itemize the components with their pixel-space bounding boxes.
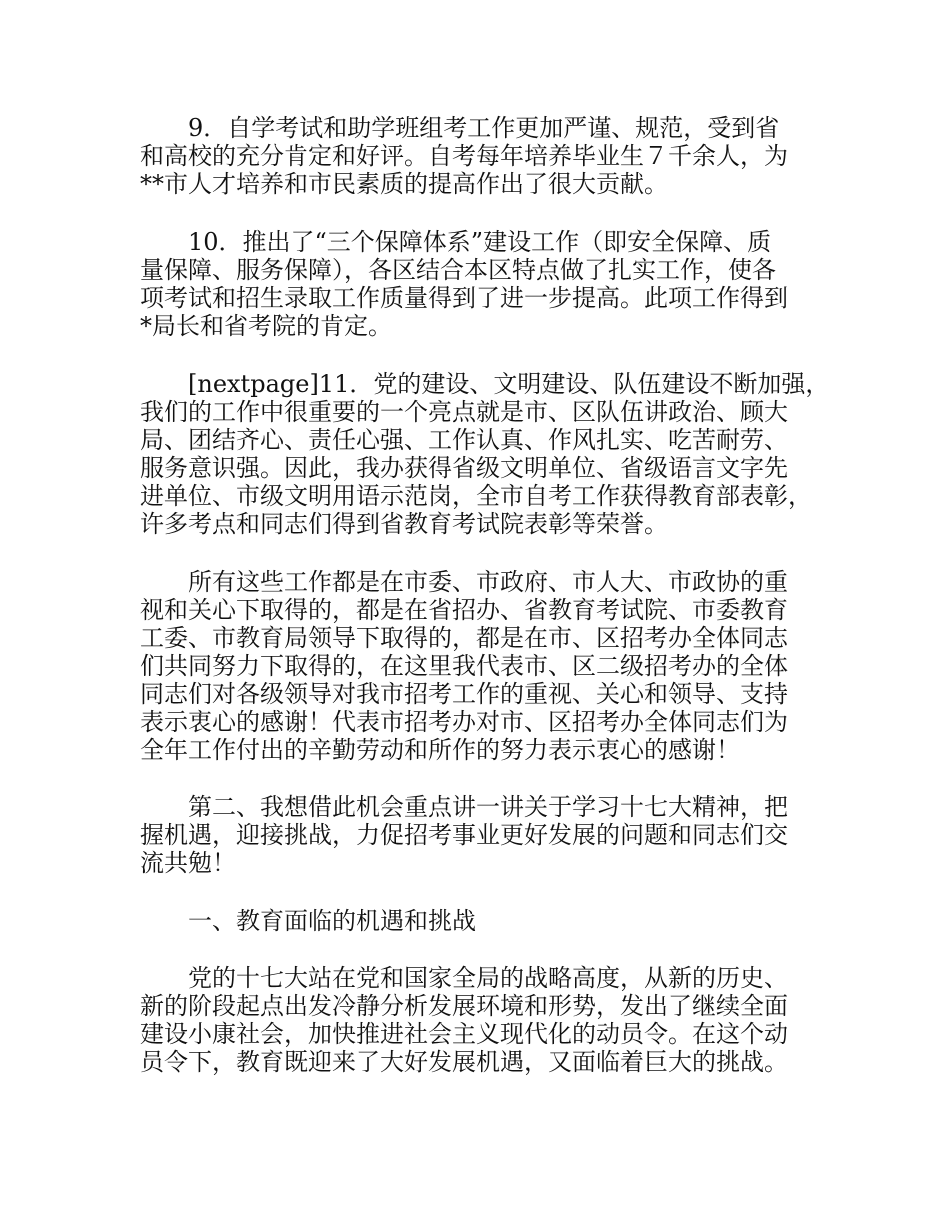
- text-line: 第二、我想借此机会重点讲一讲关于学习十七大精神，把: [188, 793, 788, 821]
- text-line: 新的阶段起点出发冷静分析发展环境和形势，发出了继续全面: [140, 992, 788, 1020]
- text-line: 流共勉！: [140, 849, 236, 877]
- text-line: 量保障、服务保障），各区结合本区特点做了扎实工作，使各: [140, 256, 776, 284]
- paragraph-second-topic: [140, 793, 820, 877]
- text-line: 表示衷心的感谢！代表市招考办对市、区招考办全体同志们为: [140, 708, 788, 736]
- text-line: 一、教育面临的机遇和挑战: [188, 907, 476, 935]
- text-line: 9．自学考试和助学班组考工作更加严谨、规范，受到省: [188, 114, 780, 142]
- text-line: 进单位、市级文明用语示范岗，全市自考工作获得教育部表彰，: [140, 482, 812, 510]
- paragraph-item-9: [140, 114, 820, 198]
- paragraph-item-11: [140, 370, 830, 538]
- text-line: 服务意识强。因此，我办获得省级文明单位、省级语言文字先: [140, 454, 788, 482]
- paragraph-item-10: [140, 228, 820, 340]
- text-line: 建设小康社会，加快推进社会主义现代化的动员令。在这个动: [140, 1020, 788, 1048]
- text-line: 握机遇，迎接挑战，力促招考事业更好发展的问题和同志们交: [140, 821, 788, 849]
- paragraph-opportunities: [140, 964, 820, 1076]
- text-line: 党的十七大站在党和国家全局的战略高度，从新的历史、: [188, 964, 788, 992]
- text-line: 10．推出了“三个保障体系”建设工作（即安全保障、质: [188, 228, 772, 256]
- text-line: 所有这些工作都是在市委、市政府、市人大、市政协的重: [188, 568, 788, 596]
- text-line: 员令下，教育既迎来了大好发展机遇，又面临着巨大的挑战。: [140, 1048, 788, 1076]
- text-line: 们共同努力下取得的，在这里我代表市、区二级招考办的全体: [140, 652, 788, 680]
- text-line: 我们的工作中很重要的一个亮点就是市、区队伍讲政治、顾大: [140, 398, 788, 426]
- text-line: 同志们对各级领导对我市招考工作的重视、关心和领导、支持: [140, 680, 788, 708]
- text-line: 视和关心下取得的，都是在省招办、省教育考试院、市委教育: [140, 596, 788, 624]
- text-line: 和高校的充分肯定和好评。自考每年培养毕业生７千余人，为: [140, 142, 788, 170]
- text-line: 局、团结齐心、责任心强、工作认真、作风扎实、吃苦耐劳、: [140, 426, 788, 454]
- section-heading: [140, 907, 820, 935]
- text-line: 工委、市教育局领导下取得的，都是在市、区招考办全体同志: [140, 624, 788, 652]
- paragraph-acknowledgement: [140, 568, 820, 764]
- text-line: [nextpage]11．党的建设、文明建设、队伍建设不断加强，: [188, 370, 830, 398]
- text-line: **市人才培养和市民素质的提高作出了很大贡献。: [140, 170, 668, 198]
- text-line: *局长和省考院的肯定。: [140, 312, 392, 340]
- text-line: 许多考点和同志们得到省教育考试院表彰等荣誉。: [140, 510, 668, 538]
- text-line: 全年工作付出的辛勤劳动和所作的努力表示衷心的感谢！: [140, 736, 740, 764]
- text-line: 项考试和招生录取工作质量得到了进一步提高。此项工作得到: [140, 284, 788, 312]
